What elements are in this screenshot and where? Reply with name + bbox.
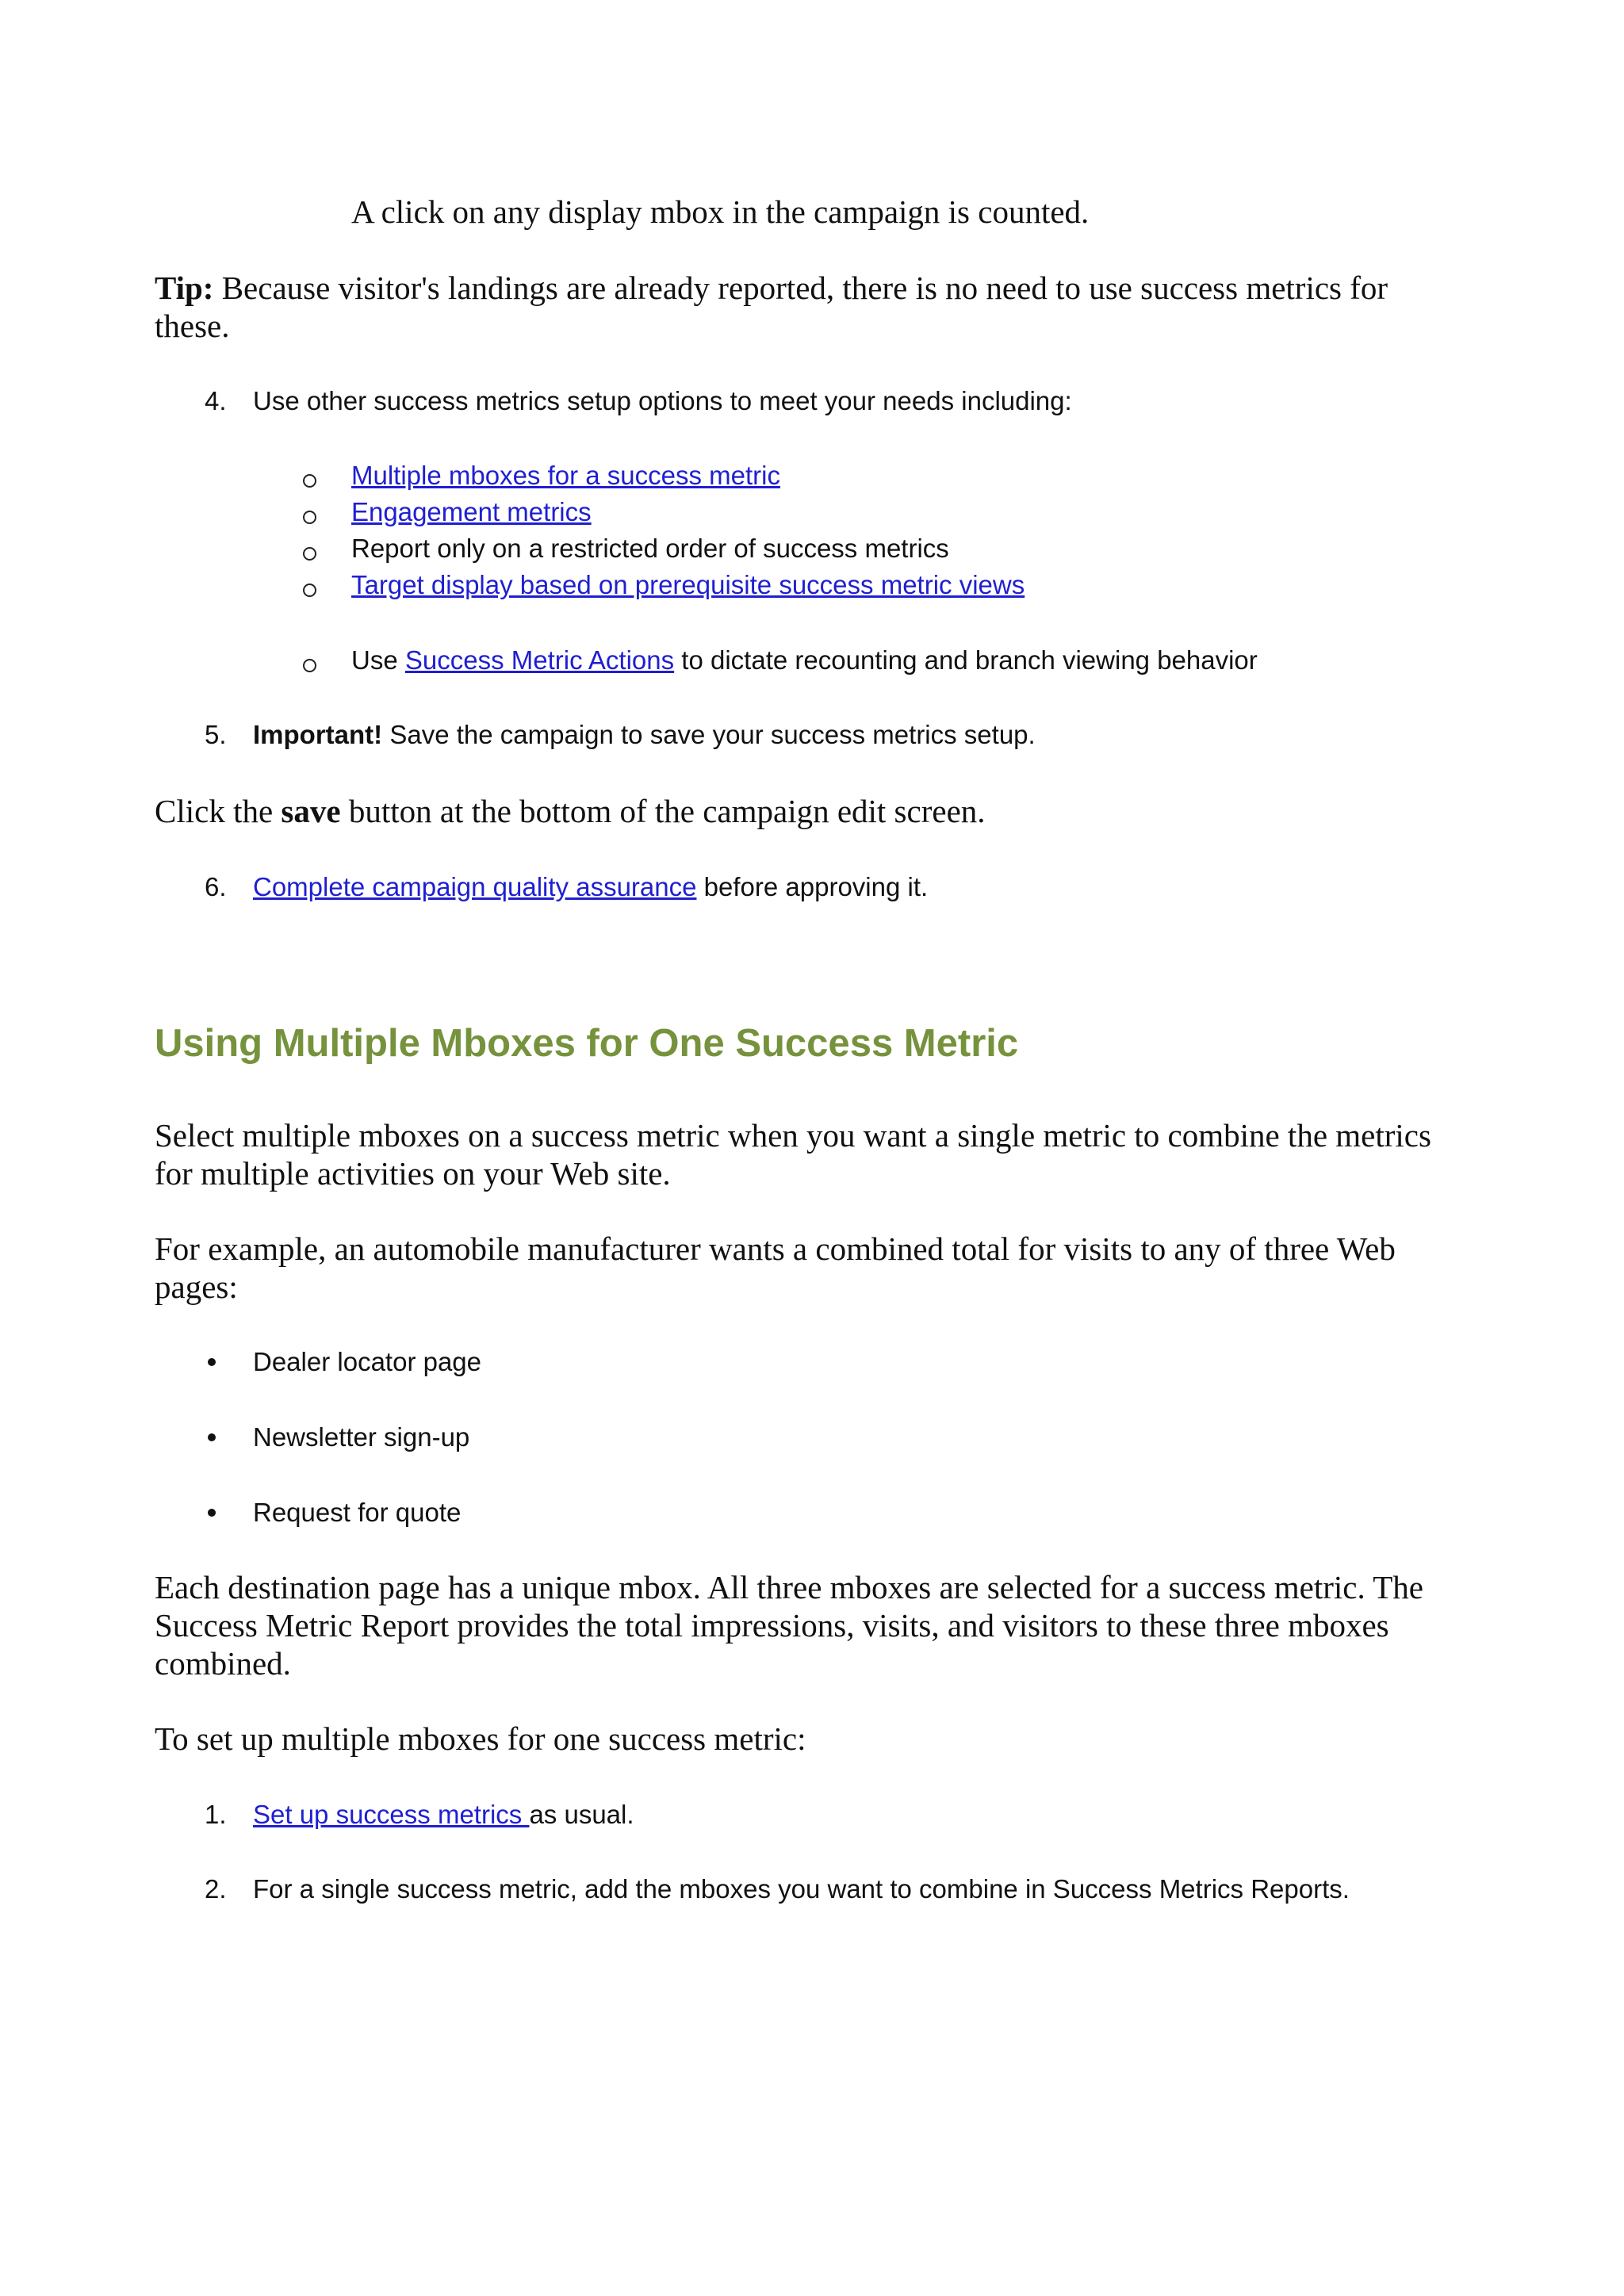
option-success-metric-actions (351, 643, 1258, 678)
tip-text: Because visitor's landings are already reported, there is no need to use success metrics for (213, 270, 1388, 306)
step-number: 1. (205, 1800, 227, 1829)
step-number: 2. (205, 1874, 227, 1904)
step-6-text (253, 870, 928, 905)
section-paragraph-1: Select multiple mboxes on a success metric when you want a single metric to combine the metrics (155, 1117, 1431, 1154)
tip-label: Tip: (155, 270, 214, 306)
intro-line: A click on any display mbox in the campaign is counted. (351, 193, 1090, 230)
list-item: Dealer locator page (253, 1347, 482, 1376)
bullet-icon (208, 1433, 216, 1441)
save-instruction (155, 792, 986, 830)
circle-bullet-icon (303, 659, 316, 672)
option-link-target-display[interactable]: Target display based on prerequisite success metric views (351, 570, 1025, 599)
section-heading: Using Multiple Mboxes for One Success Metric (155, 1022, 1019, 1065)
section-paragraph-3-line2: Success Metric Report provides the total impressions, visits, and visitors to these three mboxes (155, 1607, 1389, 1644)
list-item: Request for quote (253, 1498, 462, 1527)
save-bold: save (281, 793, 341, 829)
save-prefix: Click the (155, 793, 282, 829)
circle-bullet-icon (303, 547, 316, 561)
option-suffix: to dictate recounting and branch viewing behavior (674, 645, 1258, 675)
bullet-icon (208, 1509, 216, 1517)
set-up-success-metrics-link[interactable]: Set up success metrics (253, 1800, 530, 1829)
section-paragraph-2: For example, an automobile manufacturer wants a combined total for visits to any of three Web (155, 1230, 1396, 1267)
bullet-icon (208, 1358, 216, 1366)
tip-paragraph (155, 269, 1388, 307)
quality-assurance-link[interactable]: Complete campaign quality assurance (253, 872, 697, 901)
list-item: Newsletter sign-up (253, 1422, 470, 1452)
option-link-engagement-metrics[interactable]: Engagement metrics (351, 497, 592, 526)
step-5-text (253, 718, 1036, 752)
option-link-multiple-mboxes[interactable]: Multiple mboxes for a success metric (351, 461, 781, 490)
section-paragraph-3: Each destination page has a unique mbox. All three mboxes are selected for a success metric. The (155, 1569, 1423, 1605)
step-4-text: Use other success metrics setup options to meet your needs including: (253, 386, 1072, 415)
success-metric-actions-link[interactable]: Success Metric Actions (404, 645, 675, 675)
important-label: Important! (253, 720, 383, 749)
option-restricted-order: Report only on a restricted order of success metrics (351, 534, 949, 563)
final-step-1-suffix: as usual. (529, 1800, 634, 1829)
step-number: 5. (205, 720, 227, 749)
circle-bullet-icon (303, 474, 316, 488)
section-paragraph-2-line2: pages: (155, 1269, 238, 1305)
section-paragraph-4: To set up multiple mboxes for one success metric: (155, 1720, 806, 1757)
final-step-1 (253, 1797, 634, 1832)
final-step-2: For a single success metric, add the mboxes you want to combine in Success Metrics Reports. (253, 1874, 1350, 1904)
circle-bullet-icon (303, 511, 316, 524)
step-6-suffix: before approving it. (696, 872, 929, 901)
section-paragraph-3-line3: combined. (155, 1645, 291, 1682)
tip-paragraph-line2: these. (155, 308, 230, 344)
section-paragraph-1-line2: for multiple activities on your Web site. (155, 1155, 671, 1192)
option-prefix: Use (351, 645, 405, 675)
step-number: 4. (205, 386, 227, 415)
step-number: 6. (205, 872, 227, 901)
step-5-body: Save the campaign to save your success metrics setup. (382, 720, 1036, 749)
circle-bullet-icon (303, 584, 316, 597)
save-suffix: button at the bottom of the campaign edit screen. (340, 793, 986, 829)
